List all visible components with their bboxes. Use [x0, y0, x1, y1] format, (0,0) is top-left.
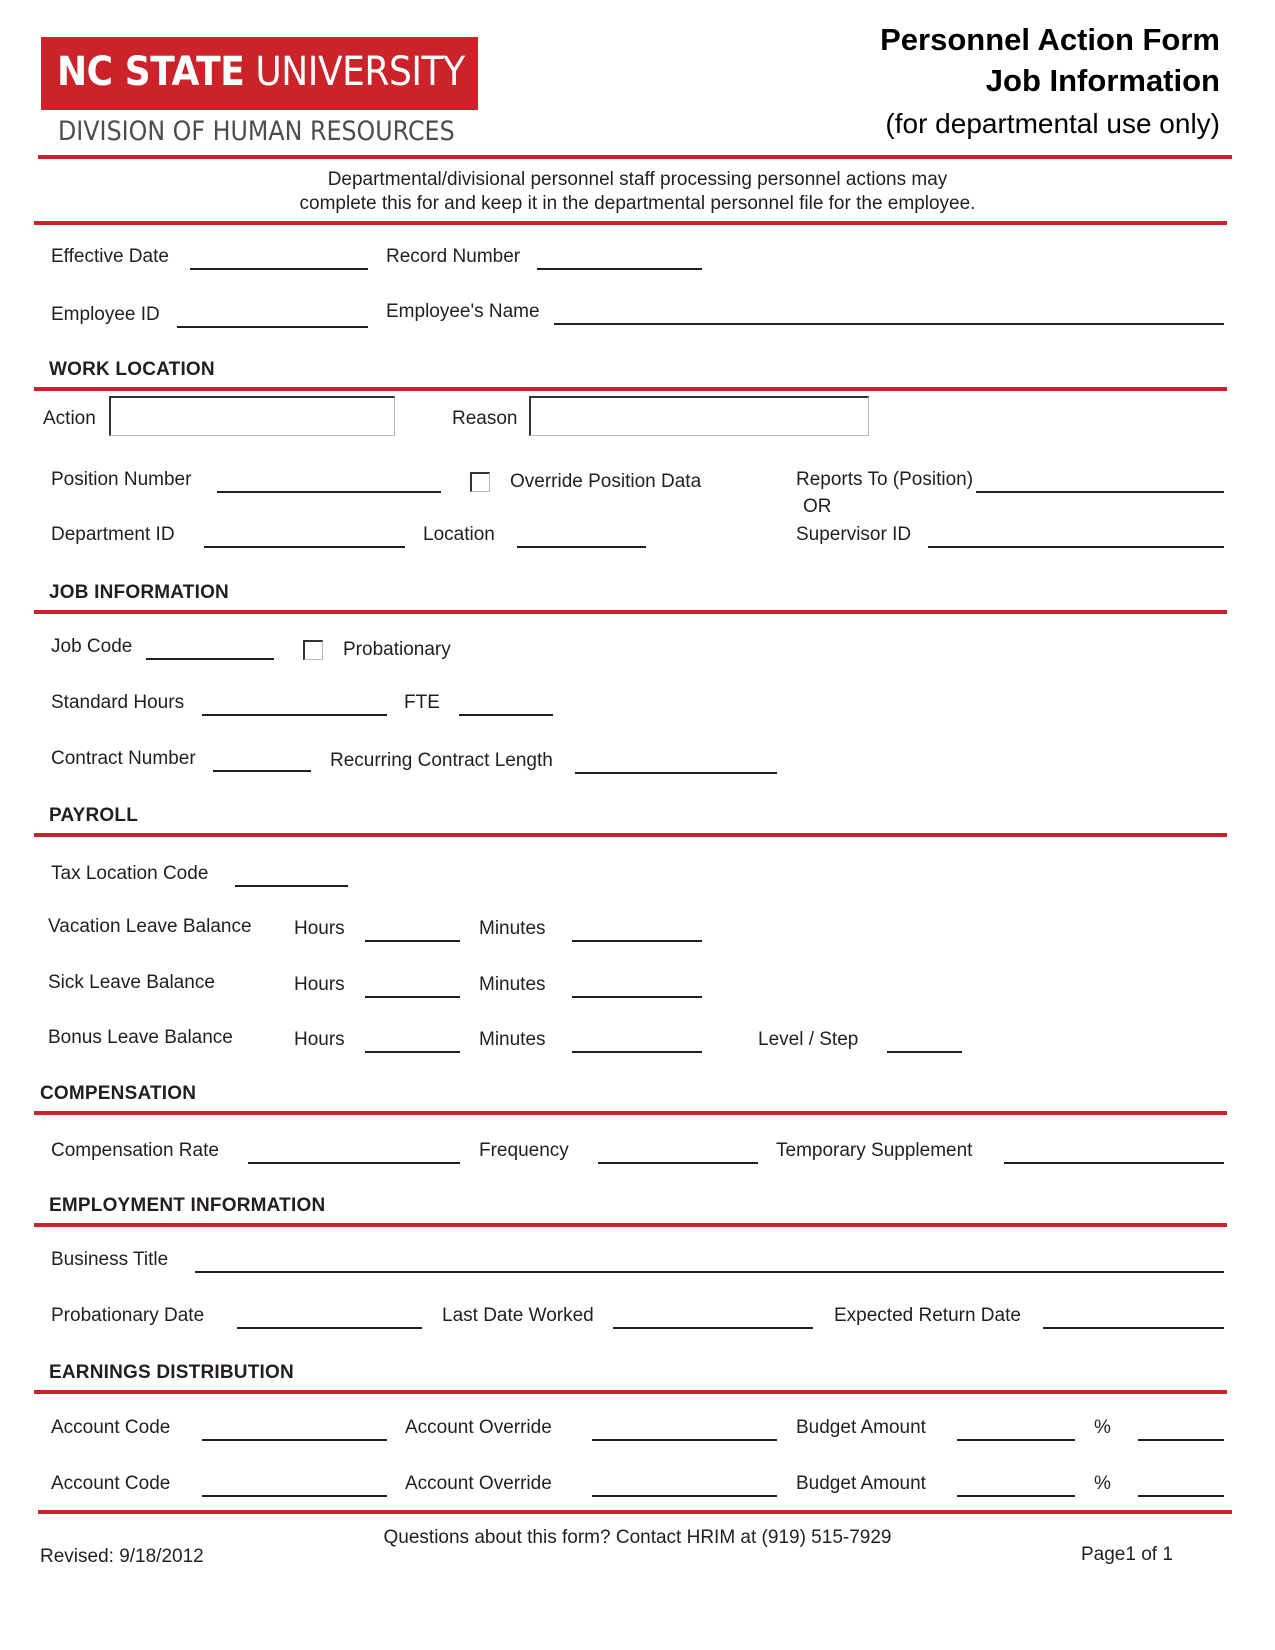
- vacation-hours-label: Hours: [294, 918, 345, 939]
- sick-hours-field[interactable]: [365, 996, 460, 998]
- bonus-minutes-field[interactable]: [572, 1051, 702, 1053]
- expected-return-date-field[interactable]: [1043, 1327, 1224, 1329]
- budget-amount-field-1[interactable]: [957, 1439, 1075, 1441]
- departmental-use-note: (for departmental use only): [885, 108, 1220, 139]
- earnings-distribution-heading: EARNINGS DISTRIBUTION: [49, 1362, 294, 1383]
- employee-name-field[interactable]: [554, 323, 1224, 325]
- record-number-field[interactable]: [537, 268, 702, 270]
- earnings-distribution-divider: [34, 1390, 1227, 1394]
- notice-line-2: complete this for and keep it in the departmental personnel file for the employee.: [299, 193, 976, 214]
- expected-return-date-label: Expected Return Date: [834, 1305, 1021, 1326]
- contract-number-field[interactable]: [213, 770, 311, 772]
- account-code-label-2: Account Code: [51, 1473, 171, 1494]
- account-override-field-1[interactable]: [592, 1439, 777, 1441]
- action-input[interactable]: [109, 396, 395, 436]
- percent-field-2[interactable]: [1138, 1495, 1224, 1497]
- department-id-field[interactable]: [204, 546, 405, 548]
- footer-divider: [38, 1510, 1232, 1514]
- supervisor-id-field[interactable]: [928, 546, 1224, 548]
- percent-label-2: %: [1094, 1473, 1111, 1494]
- nc-state-logo: [41, 37, 478, 110]
- standard-hours-label: Standard Hours: [51, 692, 185, 713]
- override-position-data-checkbox[interactable]: [470, 472, 490, 492]
- bonus-leave-balance-label: Bonus Leave Balance: [48, 1027, 233, 1048]
- vacation-minutes-label: Minutes: [479, 918, 546, 939]
- logo-word-regular: UNIVERSITY: [255, 49, 465, 95]
- sick-minutes-field[interactable]: [572, 996, 702, 998]
- sick-leave-balance-label: Sick Leave Balance: [48, 972, 215, 993]
- fte-field[interactable]: [459, 714, 553, 716]
- budget-amount-label-2: Budget Amount: [796, 1473, 926, 1494]
- job-code-field[interactable]: [146, 658, 274, 660]
- location-field[interactable]: [517, 546, 646, 548]
- vacation-hours-field[interactable]: [365, 940, 460, 942]
- effective-date-label: Effective Date: [51, 246, 169, 267]
- override-position-data-label: Override Position Data: [510, 471, 702, 492]
- account-code-field-1[interactable]: [202, 1439, 387, 1441]
- position-number-label: Position Number: [51, 469, 192, 490]
- or-label: OR: [803, 496, 832, 517]
- job-code-label: Job Code: [51, 636, 133, 657]
- payroll-divider: [34, 833, 1227, 837]
- account-override-field-2[interactable]: [592, 1495, 777, 1497]
- work-location-heading: WORK LOCATION: [49, 359, 215, 380]
- vacation-leave-balance-label: Vacation Leave Balance: [48, 916, 252, 937]
- recurring-contract-length-field[interactable]: [575, 772, 777, 774]
- form-title: Personnel Action Form: [880, 22, 1220, 57]
- revised-date: Revised: 9/18/2012: [40, 1546, 204, 1567]
- employment-information-heading: EMPLOYMENT INFORMATION: [49, 1195, 326, 1216]
- reports-to-field[interactable]: [976, 491, 1224, 493]
- bonus-hours-label: Hours: [294, 1029, 345, 1050]
- standard-hours-field[interactable]: [202, 714, 387, 716]
- account-override-label-1: Account Override: [405, 1417, 552, 1438]
- sick-hours-label: Hours: [294, 974, 345, 995]
- temporary-supplement-field[interactable]: [1004, 1162, 1224, 1164]
- employee-id-label: Employee ID: [51, 304, 160, 325]
- sick-minutes-label: Minutes: [479, 974, 546, 995]
- compensation-rate-field[interactable]: [248, 1162, 460, 1164]
- division-name: DIVISION OF HUMAN RESOURCES: [58, 116, 455, 147]
- account-override-label-2: Account Override: [405, 1473, 552, 1494]
- business-title-field[interactable]: [195, 1271, 1224, 1273]
- probationary-label: Probationary: [343, 639, 451, 660]
- job-information-divider: [34, 610, 1227, 614]
- account-code-label-1: Account Code: [51, 1417, 171, 1438]
- temporary-supplement-label: Temporary Supplement: [776, 1140, 973, 1161]
- location-label: Location: [423, 524, 495, 545]
- bonus-minutes-label: Minutes: [479, 1029, 546, 1050]
- budget-amount-field-2[interactable]: [957, 1495, 1075, 1497]
- work-location-divider: [34, 387, 1227, 391]
- department-id-label: Department ID: [51, 524, 175, 545]
- logo-word-bold: NC STATE: [57, 49, 245, 95]
- notice-divider: [34, 221, 1227, 225]
- budget-amount-label-1: Budget Amount: [796, 1417, 926, 1438]
- notice-line-1: Departmental/divisional personnel staff processing personnel actions may: [327, 169, 948, 190]
- position-number-field[interactable]: [217, 491, 441, 493]
- level-step-field[interactable]: [887, 1051, 962, 1053]
- probationary-checkbox[interactable]: [303, 640, 323, 660]
- contact-line: Questions about this form? Contact HRIM at (919) 515-7929: [383, 1527, 892, 1548]
- percent-label-1: %: [1094, 1417, 1111, 1438]
- contract-number-label: Contract Number: [51, 748, 196, 769]
- payroll-heading: PAYROLL: [49, 805, 139, 826]
- page-number: Page1 of 1: [1081, 1544, 1173, 1565]
- action-label: Action: [43, 408, 96, 429]
- last-date-worked-label: Last Date Worked: [442, 1305, 594, 1326]
- account-code-field-2[interactable]: [202, 1495, 387, 1497]
- fte-label: FTE: [404, 692, 440, 713]
- record-number-label: Record Number: [386, 246, 521, 267]
- job-information-heading: JOB INFORMATION: [49, 582, 229, 603]
- recurring-contract-length-label: Recurring Contract Length: [330, 750, 553, 771]
- header-divider: [38, 155, 1232, 159]
- form-subtitle: Job Information: [985, 63, 1220, 98]
- effective-date-field[interactable]: [190, 268, 368, 270]
- percent-field-1[interactable]: [1138, 1439, 1224, 1441]
- employee-id-field[interactable]: [177, 326, 368, 328]
- employee-name-label: Employee's Name: [386, 301, 540, 322]
- compensation-divider: [34, 1111, 1227, 1115]
- compensation-heading: COMPENSATION: [40, 1083, 197, 1104]
- tax-location-code-field[interactable]: [235, 885, 348, 887]
- probationary-date-label: Probationary Date: [51, 1305, 205, 1326]
- probationary-date-field[interactable]: [237, 1327, 422, 1329]
- bonus-hours-field[interactable]: [365, 1051, 460, 1053]
- level-step-label: Level / Step: [758, 1029, 859, 1050]
- tax-location-code-label: Tax Location Code: [51, 863, 209, 884]
- business-title-label: Business Title: [51, 1249, 169, 1270]
- employment-information-divider: [34, 1223, 1227, 1227]
- last-date-worked-field[interactable]: [613, 1327, 813, 1329]
- reports-to-label: Reports To (Position): [796, 469, 974, 490]
- frequency-label: Frequency: [479, 1140, 569, 1161]
- vacation-minutes-field[interactable]: [572, 940, 702, 942]
- supervisor-id-label: Supervisor ID: [796, 524, 912, 545]
- compensation-rate-label: Compensation Rate: [51, 1140, 219, 1161]
- reason-label: Reason: [452, 408, 518, 429]
- reason-input[interactable]: [529, 396, 869, 436]
- frequency-field[interactable]: [598, 1162, 758, 1164]
